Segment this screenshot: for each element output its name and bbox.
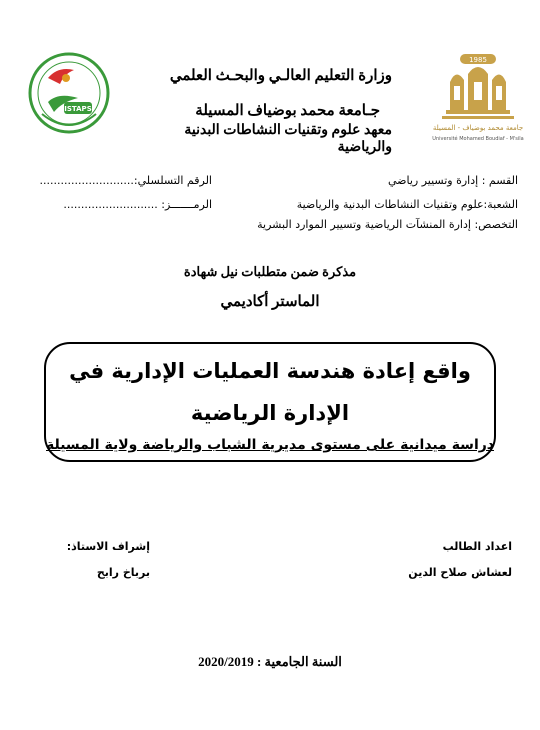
serial-number-field: الرقم التسلسلي:........................... [39,174,212,187]
memo-line-1: مذكرة ضمن متطلبات نيل شهادة [183,264,357,279]
thesis-subtitle: دراسة ميدانية على مستوى مديرية الشباب والرياضة ولاية المسيلة [46,437,494,453]
code-field: الرمـــــــز: ........................... [63,198,212,211]
memo-line-2: الماستر أكاديمي [220,294,320,310]
university-logo [432,52,524,144]
sports-logo-text: ISTAPS [64,105,92,113]
branch-label: الشعبة:علوم وتقنيات النشاطات البدنية والرياضية [296,198,518,211]
student-label: اعداد الطالب [442,540,512,553]
thesis-title: واقع إعادة هندسة العمليات الإدارية في الإدارة الرياضية [69,359,471,425]
ministry-name: وزارة التعليم العالـي والبحـث العلمي [169,68,392,84]
supervisor-label: إشراف الاستاذ: [66,540,150,553]
student-name: لعشاش صلاح الدين [408,566,512,579]
sports-institute-logo [28,52,110,134]
supervisor-name: برباخ رابح [96,566,150,579]
logo-name-ar: جامعة محمد بوضياف - المسيلة [432,124,524,132]
institute-name: معهد علوم وتقنيات النشاطات البدنية والرياضية [184,123,392,155]
specialty-label: التخصص: إدارة المنشآت الرياضية وتسيير الموارد البشرية [257,218,518,231]
logo-year: 1985 [469,56,487,64]
logo-name-fr: Université Mohamed Boudiaf - M'sila [432,136,524,142]
department-label: القسم : إدارة وتسيير رياضي [387,174,518,187]
university-name: جـامعة محمد بوضياف المسيلة [195,103,380,119]
academic-year: السنة الجامعية : 2020/2019 [198,654,342,669]
